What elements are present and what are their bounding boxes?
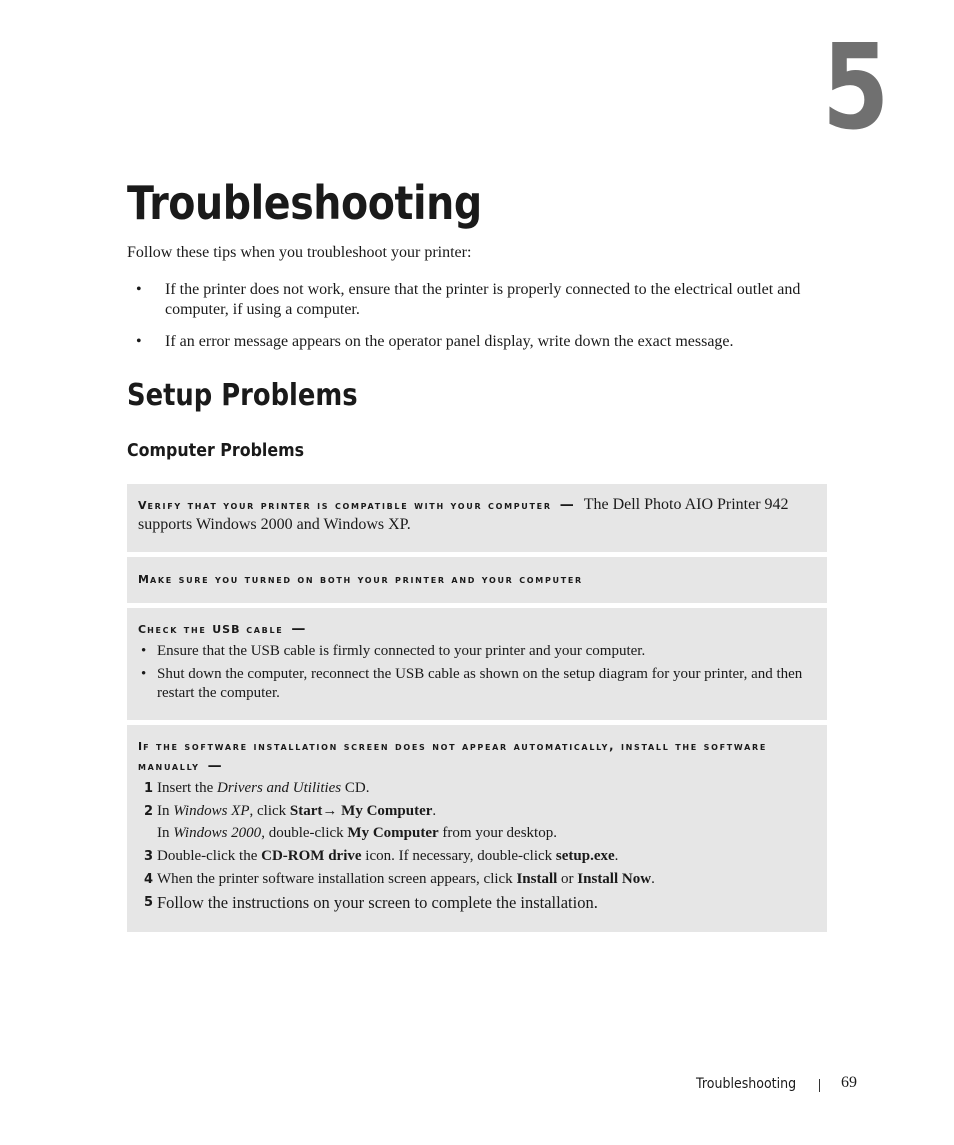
em-dash: — <box>559 497 574 513</box>
install-note <box>127 725 827 932</box>
list-item-text: If an error message appears on the operator panel display, write down the exact message. <box>165 333 734 350</box>
step-text: In <box>157 825 174 841</box>
ui-term: CD-ROM drive <box>261 848 362 864</box>
compatibility-note <box>127 484 827 552</box>
step-item <box>138 779 816 798</box>
heading-text: f the software installation screen does not appear automatically, install the software manually <box>138 739 767 773</box>
usb-checklist <box>138 642 816 703</box>
section-title: Setup Problems <box>127 378 358 413</box>
os-name: Windows XP <box>173 803 250 819</box>
ui-term: Install <box>516 871 558 887</box>
page-number: 69 <box>841 1074 857 1091</box>
heading-text: heck the <box>147 622 213 636</box>
heading-initial: v <box>138 495 148 513</box>
arrow-icon: → <box>322 803 342 819</box>
intro-text: Follow these tips when you troubleshoot your printer: <box>127 244 472 261</box>
heading-text: erify that your printer is compatible with your computer <box>147 498 552 512</box>
step-item <box>138 870 816 889</box>
bullet-icon: • <box>136 281 142 298</box>
list-item-text: If the printer does not work, ensure that the printer is properly connected to the electrical outlet and computer, if using a computer. <box>165 281 801 318</box>
heading-text: ake sure you turned on both your printer and your computer <box>149 572 583 586</box>
step-text: When the printer software installation screen appears, click <box>157 871 517 887</box>
step-number: 1 <box>144 781 154 796</box>
em-dash: — <box>291 621 306 637</box>
step-text: Insert the <box>157 780 217 796</box>
ui-term: Install Now <box>577 871 652 887</box>
heading-acronym: usb <box>212 619 241 637</box>
step-item <box>138 802 816 821</box>
list-item <box>138 665 816 703</box>
step-item <box>138 893 816 912</box>
bullet-icon: • <box>141 643 147 659</box>
step-text: , double-click <box>261 825 348 841</box>
note-heading <box>138 735 816 776</box>
footer-chapter-label: Troubleshooting <box>696 1076 797 1092</box>
list-item-text: Shut down the computer, reconnect the USB cable as shown on the setup diagram for your printer, and then restart the computer. <box>157 666 803 701</box>
cd-name: Drivers and Utilities <box>216 780 342 796</box>
ui-term: setup.exe <box>555 848 615 864</box>
step-text: or <box>557 871 578 887</box>
list-item <box>138 642 816 661</box>
step-text: , click <box>249 803 290 819</box>
bullet-icon: • <box>141 666 147 682</box>
step-text: . <box>614 848 619 864</box>
step-text: In <box>157 803 174 819</box>
list-item <box>127 280 827 320</box>
heading-initial: m <box>138 569 150 587</box>
step-text: icon. If necessary, double-click <box>361 848 556 864</box>
step-number: 2 <box>144 804 154 819</box>
subsection-title: Computer Problems <box>127 440 305 461</box>
step-number: 3 <box>144 849 154 864</box>
ui-term: My Computer <box>347 825 439 841</box>
step-text: Double-click the <box>157 848 262 864</box>
list-item <box>127 332 827 352</box>
os-name: Windows 2000 <box>173 825 262 841</box>
power-note <box>127 557 827 603</box>
step-text: Follow the instructions on your screen to complete the installation. <box>157 893 598 912</box>
usb-note <box>127 608 827 720</box>
page-title: Troubleshooting <box>127 176 482 230</box>
bullet-icon: • <box>136 333 142 350</box>
heading-initial: i <box>138 736 144 754</box>
note-heading <box>138 568 816 589</box>
step-text: CD. <box>341 780 370 796</box>
step-number: 4 <box>144 872 154 887</box>
step-text: from your desktop. <box>438 825 557 841</box>
note-heading <box>138 494 816 535</box>
step-item-continued <box>138 824 816 843</box>
footer-divider <box>819 1079 820 1092</box>
step-text: . <box>651 871 655 887</box>
ui-term: My Computer <box>341 803 433 819</box>
list-item-text: Ensure that the USB cable is firmly connected to your printer and your computer. <box>157 643 646 659</box>
step-text: . <box>432 803 437 819</box>
step-number: 5 <box>144 895 154 910</box>
install-steps <box>138 779 816 912</box>
ui-term: Start <box>289 803 323 819</box>
heading-initial: c <box>138 619 148 637</box>
chapter-number: 5 <box>822 18 890 156</box>
em-dash: — <box>207 758 222 774</box>
note-heading <box>138 618 816 639</box>
note-text: The Dell Photo AIO Printer 942 supports Windows 2000 and Windows XP. <box>138 496 789 533</box>
step-item <box>138 847 816 866</box>
tips-list <box>127 280 827 364</box>
heading-text: cable <box>240 622 284 636</box>
